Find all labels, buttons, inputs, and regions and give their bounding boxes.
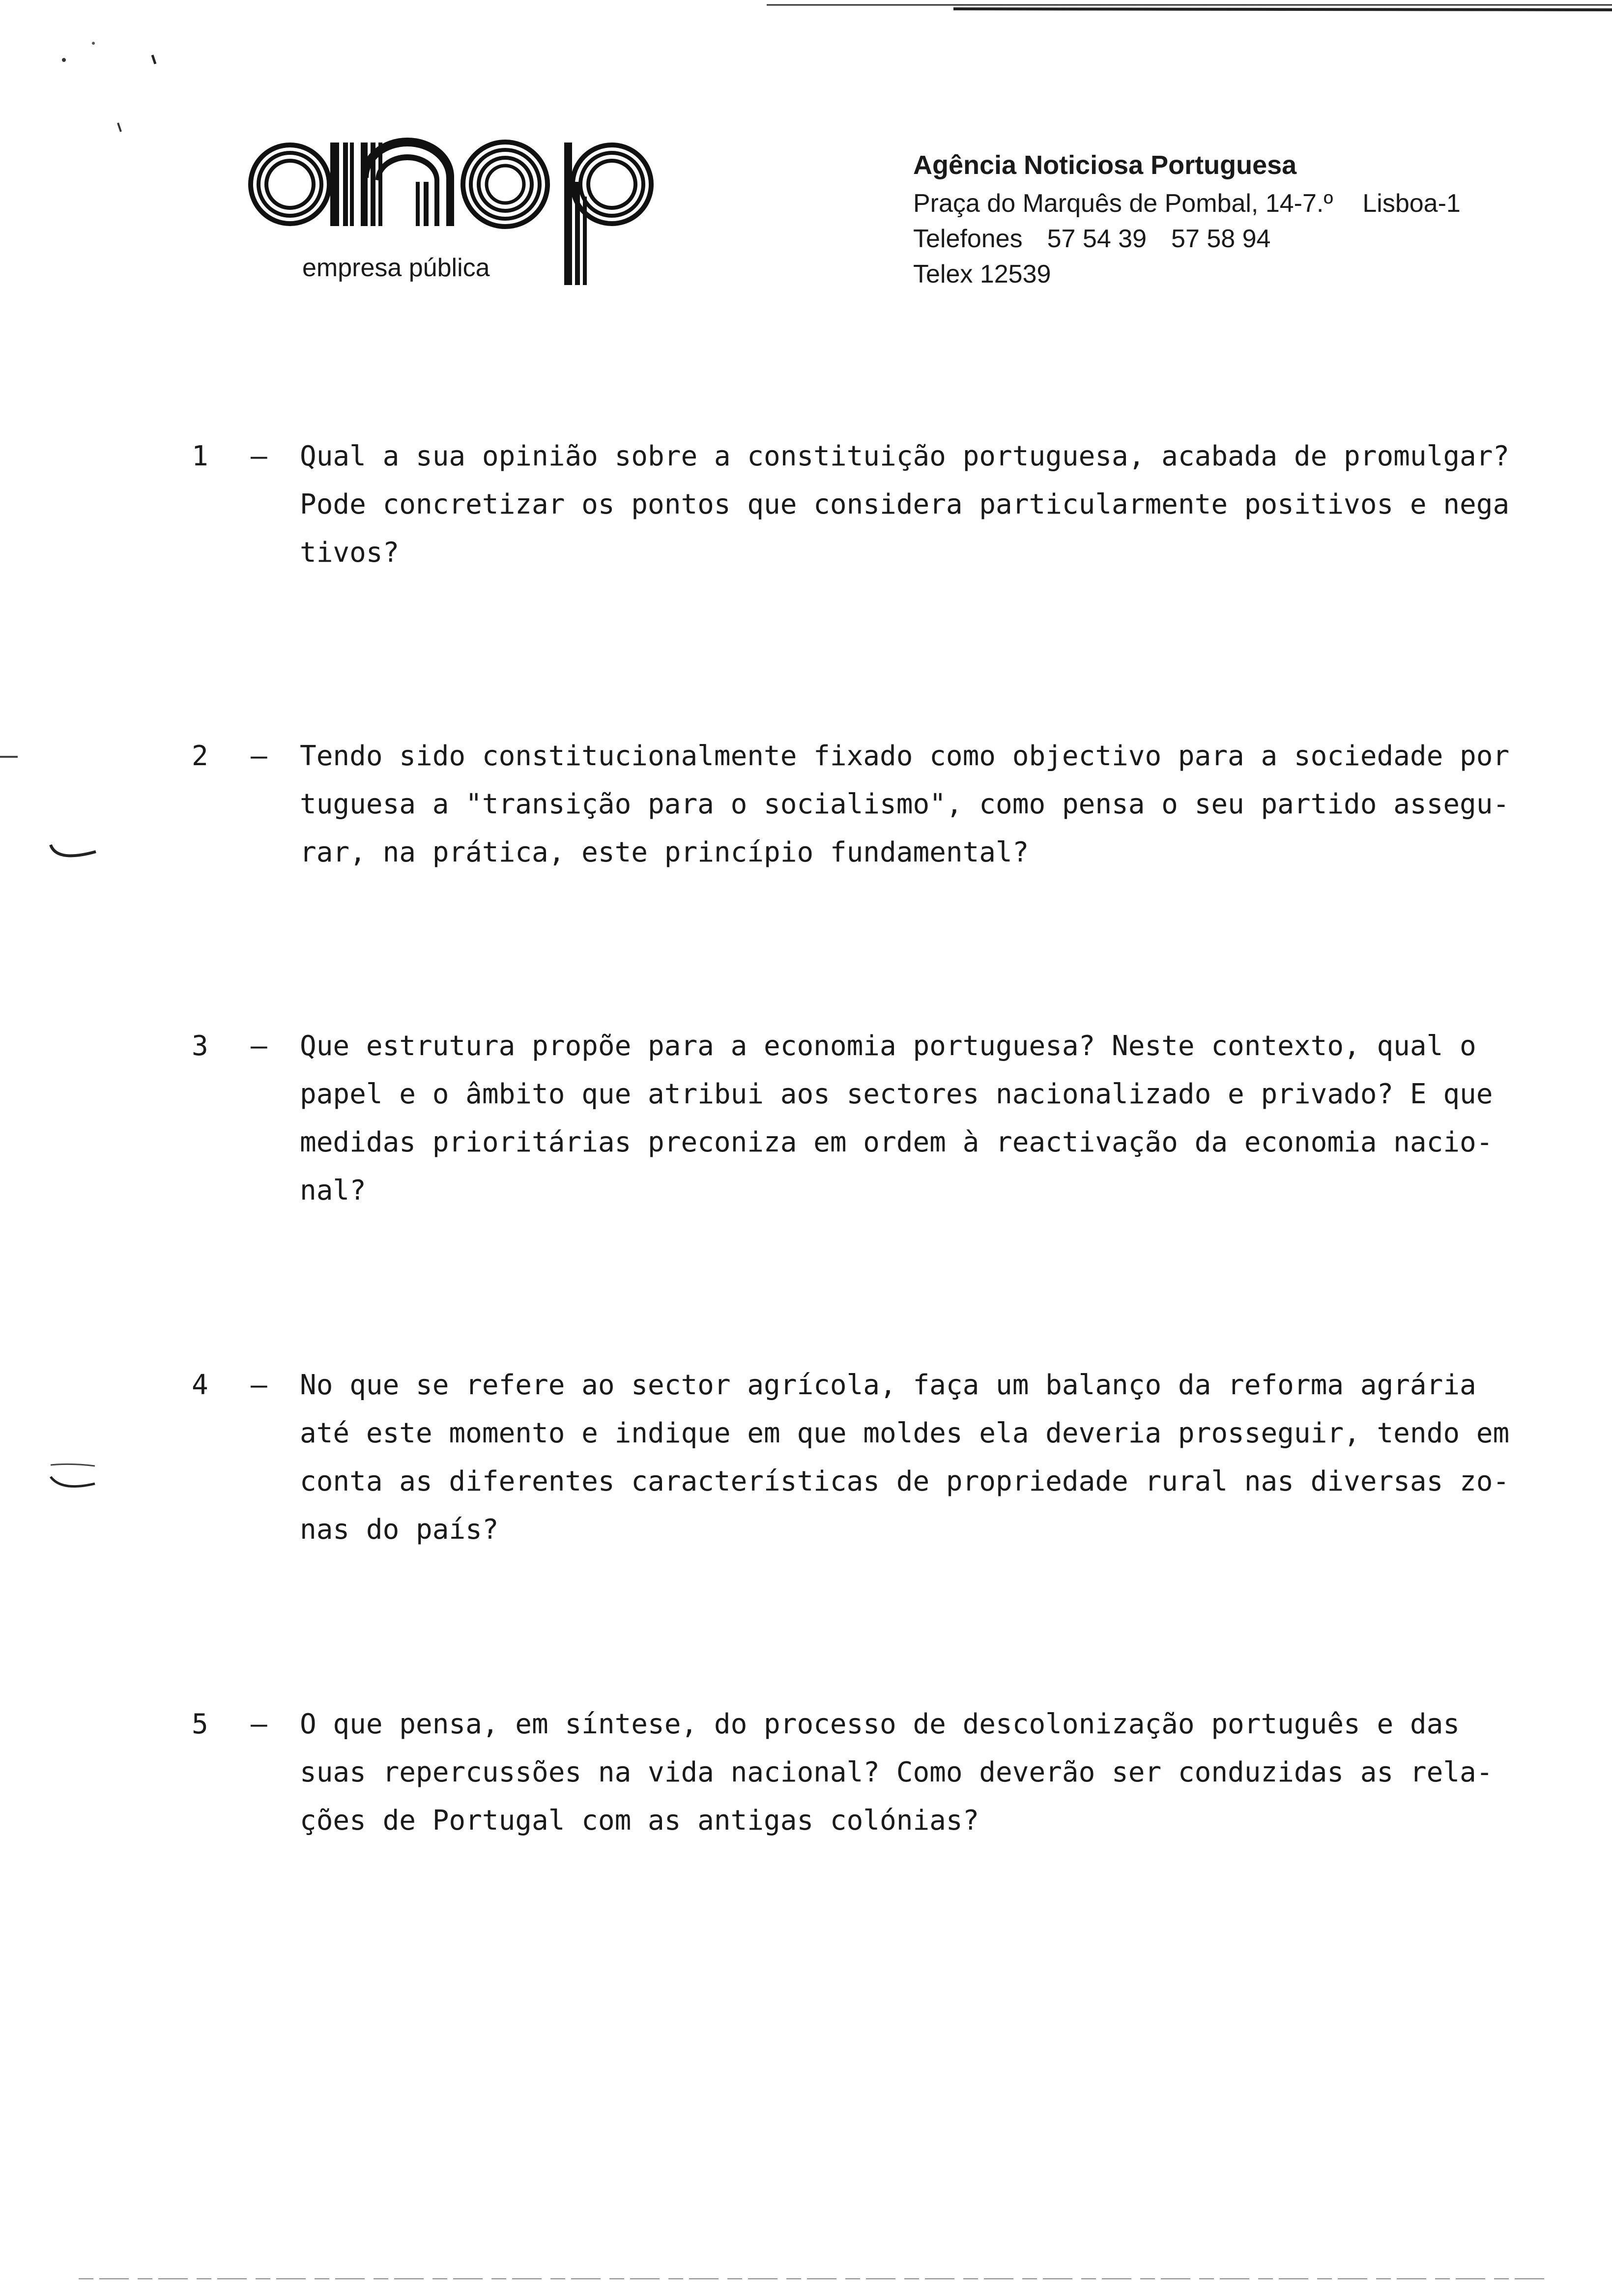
question-line: conta as diferentes características de propriedade rural nas diversas zo- bbox=[300, 1465, 1510, 1497]
margin-mark-curve-lower bbox=[47, 1462, 101, 1492]
address-row bbox=[913, 186, 1552, 221]
logo-letter-o bbox=[463, 142, 547, 227]
logo-letter-a bbox=[251, 143, 354, 226]
question-text bbox=[300, 1022, 1543, 1215]
city: Lisboa-1 bbox=[1362, 189, 1461, 218]
question-line: tuguesa a "transição para o socialismo", como pensa o seu partido assegu- bbox=[300, 788, 1510, 820]
logo-letter-p bbox=[564, 143, 651, 285]
question-dash: – bbox=[251, 440, 267, 472]
question-5 bbox=[192, 1700, 1543, 1845]
question-2 bbox=[192, 732, 1543, 877]
question-number: 1 bbox=[192, 440, 208, 472]
logo-subtitle: empresa pública bbox=[302, 254, 490, 282]
question-line: Qual a sua opinião sobre a constituição portuguesa, acabada de promulgar? bbox=[300, 440, 1510, 472]
question-line: medidas prioritárias preconiza em ordem à reactivação da economia nacio- bbox=[300, 1126, 1493, 1158]
question-line: papel e o âmbito que atribui aos sectores nacionalizado e privado? E que bbox=[300, 1078, 1493, 1110]
question-line: nal? bbox=[300, 1175, 366, 1206]
question-dash: – bbox=[251, 740, 267, 772]
question-line: rar, na prática, este princípio fundamental? bbox=[300, 836, 1029, 868]
organization-name: Agência Noticiosa Portuguesa bbox=[913, 150, 1297, 180]
phone-number-1: 57 54 39 bbox=[1047, 225, 1147, 253]
phone-number-2: 57 58 94 bbox=[1171, 225, 1271, 253]
question-line: nas do país? bbox=[300, 1514, 499, 1546]
question-line: O que pensa, em síntese, do processo de descolonização português e das bbox=[300, 1708, 1460, 1740]
question-line: Que estrutura propõe para a economia portuguesa? Neste contexto, qual o bbox=[300, 1030, 1476, 1062]
letterhead bbox=[913, 147, 1552, 292]
question-number: 5 bbox=[192, 1708, 208, 1740]
question-number: 2 bbox=[192, 740, 208, 772]
question-1 bbox=[192, 432, 1543, 577]
scan-edge-line-bottom bbox=[79, 2276, 1553, 2281]
question-text bbox=[300, 1700, 1543, 1845]
scan-edge-line-top bbox=[767, 3, 1612, 12]
question-dash: – bbox=[251, 1369, 267, 1401]
question-number: 4 bbox=[192, 1369, 208, 1401]
question-line: ções de Portugal com as antigas colónias? bbox=[300, 1805, 979, 1837]
margin-mark-specks bbox=[54, 29, 172, 138]
logo-letter-n bbox=[361, 138, 454, 226]
telex: Telex 12539 bbox=[913, 260, 1051, 288]
question-line: No que se refere ao sector agrícola, faça um balanço da reforma agrária bbox=[300, 1369, 1476, 1401]
question-text bbox=[300, 432, 1543, 577]
question-3 bbox=[192, 1022, 1543, 1215]
phones-label: Telefones bbox=[913, 225, 1023, 253]
question-line: Pode concretizar os pontos que considera particularmente positivos e nega bbox=[300, 488, 1510, 520]
question-number: 3 bbox=[192, 1030, 208, 1062]
question-4 bbox=[192, 1361, 1543, 1554]
question-line: Tendo sido constitucionalmente fixado como objectivo para a sociedade por bbox=[300, 740, 1510, 772]
question-dash: – bbox=[251, 1708, 267, 1740]
question-text bbox=[300, 1361, 1543, 1554]
street-address: Praça do Marquês de Pombal, 14-7.º bbox=[913, 189, 1333, 218]
margin-mark-dash bbox=[0, 754, 20, 759]
margin-mark-curve bbox=[47, 843, 101, 867]
phones-row bbox=[913, 221, 1552, 257]
question-line: até este momento e indique em que moldes ela deveria prosseguir, tendo em bbox=[300, 1417, 1510, 1449]
question-dash: – bbox=[251, 1030, 267, 1062]
question-line: suas repercussões na vida nacional? Como deverão ser conduzidas as rela- bbox=[300, 1756, 1493, 1788]
question-text bbox=[300, 732, 1543, 877]
question-line: tivos? bbox=[300, 537, 400, 569]
